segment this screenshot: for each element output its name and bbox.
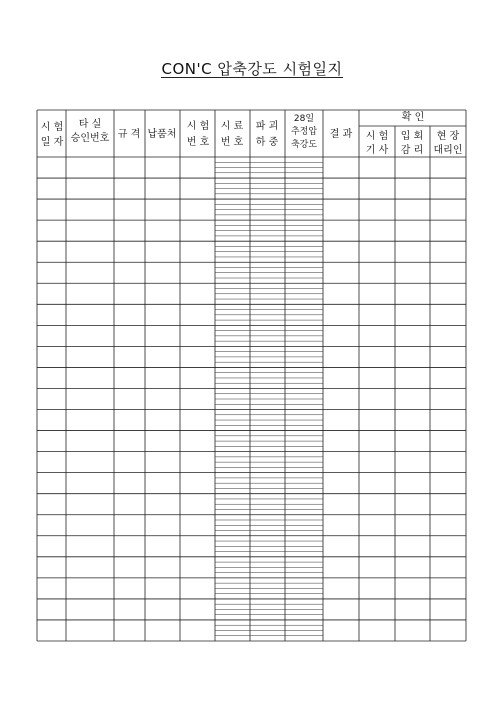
header-site-agent-1: 현 장 <box>436 131 460 142</box>
header-failure-load-1: 파 괴 <box>255 121 279 132</box>
header-test-date-1: 시 험 <box>40 122 64 133</box>
header-confirm: 확 인 <box>401 112 425 123</box>
header-supervisor-1: 입 회 <box>400 131 424 142</box>
table-grid <box>37 110 466 641</box>
sample-sub-lines <box>215 162 323 635</box>
header-approval-no-2: 승인번호 <box>70 133 110 144</box>
header-result: 결 과 <box>329 129 353 140</box>
header-engineer-1: 시 험 <box>365 131 389 142</box>
header-supplier: 납품처 <box>147 129 177 140</box>
header-sample-no-1: 시 료 <box>220 121 244 132</box>
header-sample-no-2: 번 호 <box>220 137 244 148</box>
header-spec: 규 격 <box>117 129 141 140</box>
header-test-no-2: 번 호 <box>186 137 210 148</box>
header-strength-28-1: 28일 <box>293 114 315 124</box>
header-failure-load-2: 하 중 <box>255 137 279 148</box>
header-strength-28-2: 추정압 <box>290 127 318 137</box>
header-engineer-2: 기 사 <box>365 145 389 156</box>
header-strength-28-3: 축강도 <box>290 140 318 150</box>
page-title: CON'C 압축강도 시험일지 <box>161 60 343 78</box>
header-site-agent-2: 대리인 <box>433 145 463 156</box>
header-test-no-1: 시 험 <box>186 121 210 132</box>
header-supervisor-2: 감 리 <box>400 145 424 156</box>
header-test-date-2: 일 자 <box>40 137 64 148</box>
header-approval-no-1: 타 실 <box>78 119 102 130</box>
